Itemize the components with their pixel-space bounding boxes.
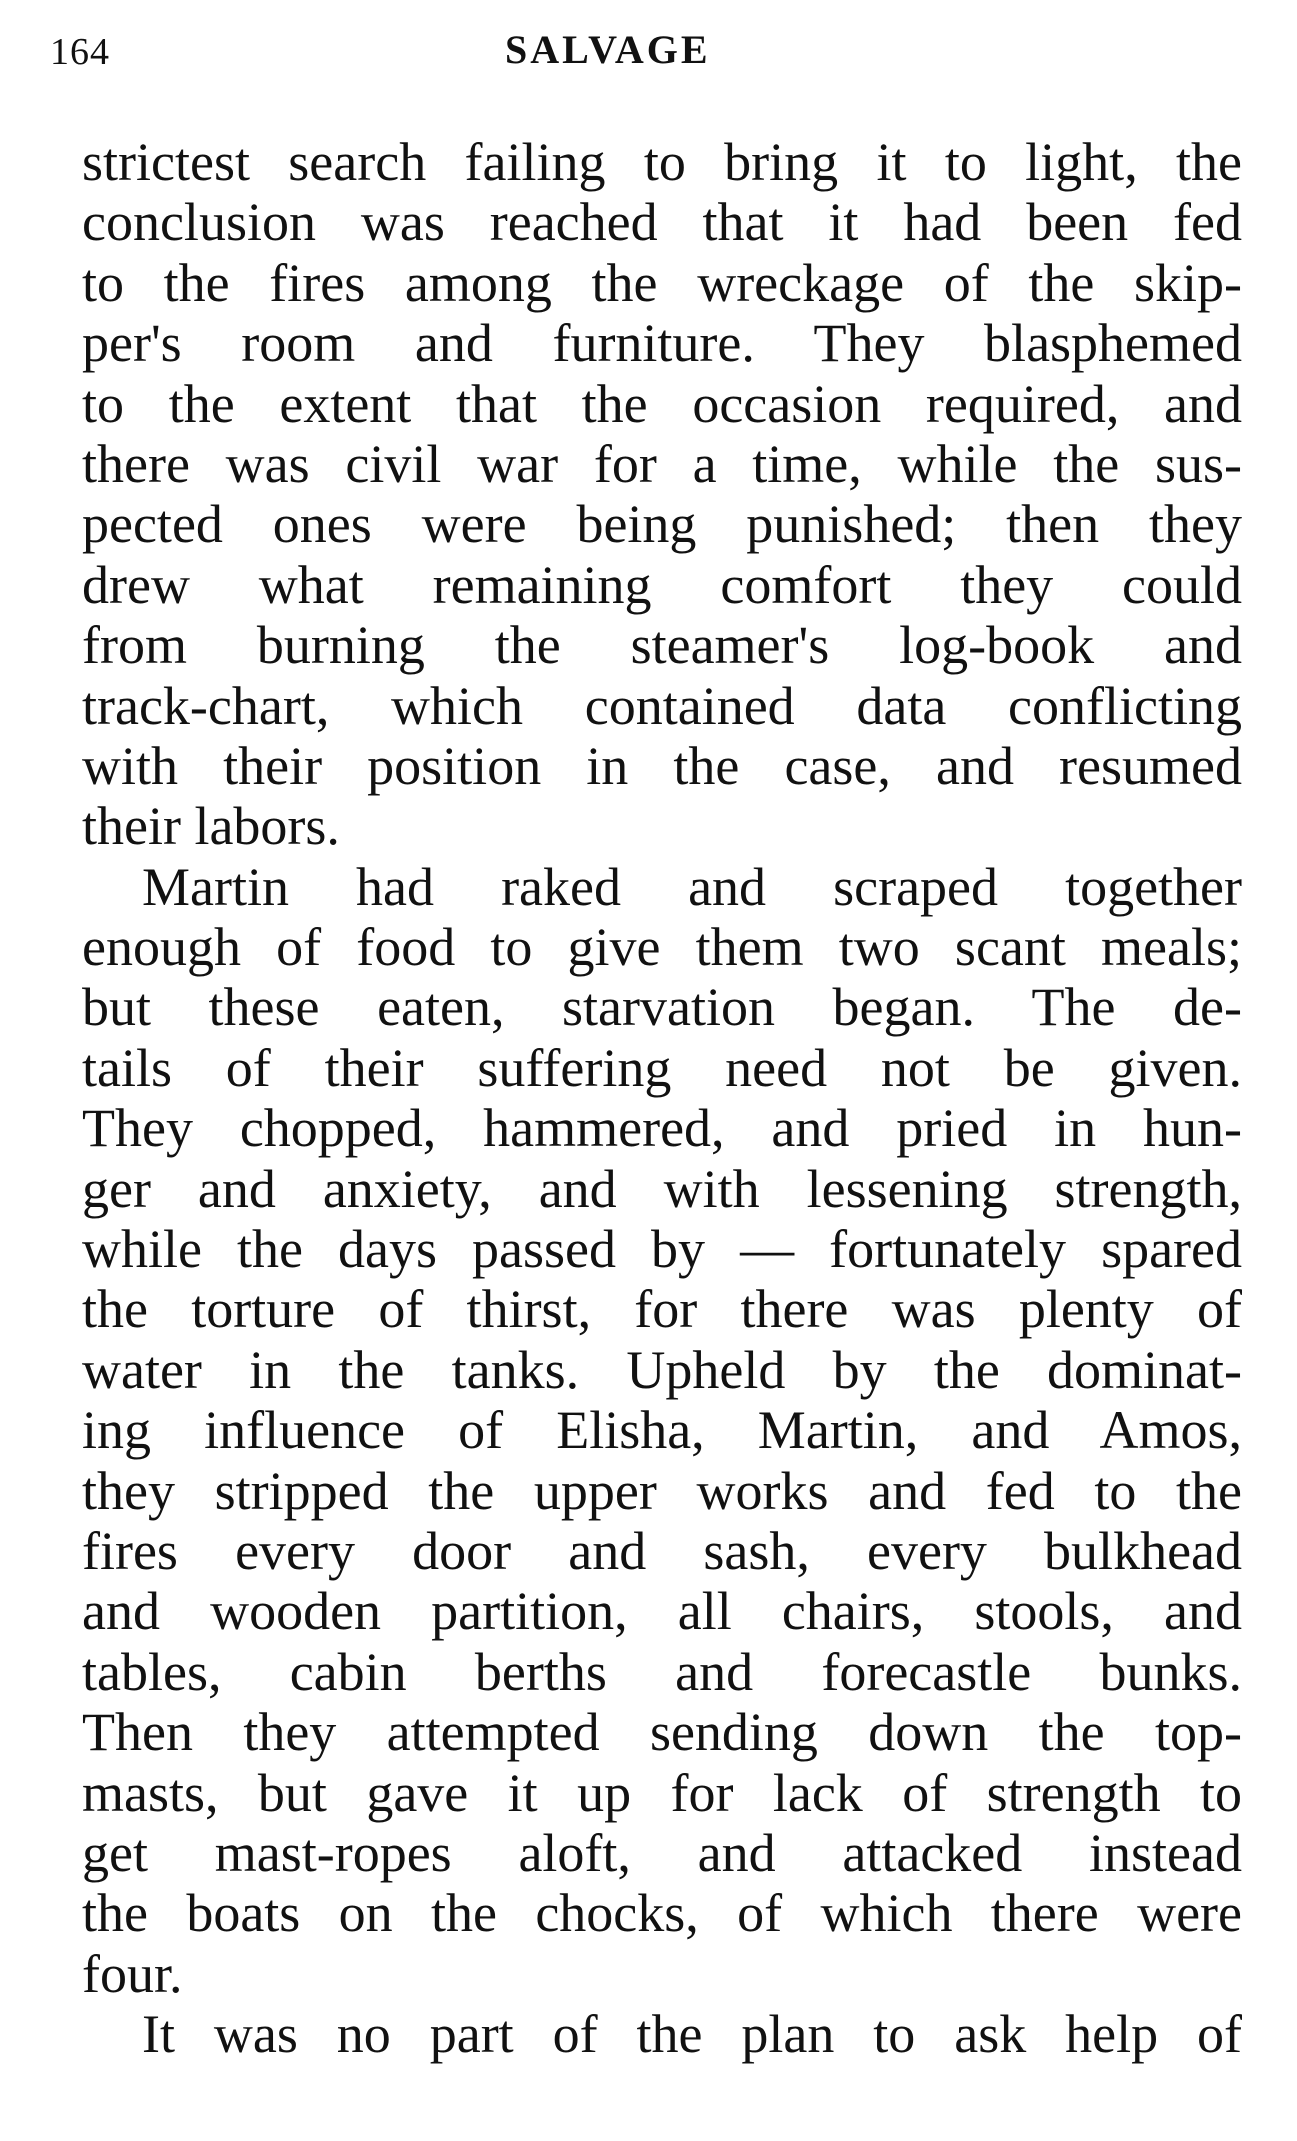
text-line: water in the tanks. Upheld by the dominat-: [82, 1339, 1242, 1400]
text-line: four.: [82, 1943, 183, 2004]
text-line: track-chart, which contained data conflicting: [82, 675, 1242, 736]
text-line: They chopped, hammered, and pried in hun-: [82, 1098, 1242, 1159]
text-line: pected ones were being punished; then they: [82, 494, 1242, 555]
text-line: and wooden partition, all chairs, stools, and: [82, 1581, 1242, 1642]
text-line: with their position in the case, and resumed: [82, 735, 1242, 796]
text-line: Then they attempted sending down the top-: [82, 1702, 1242, 1763]
text-line: per's room and furniture. They blasphemed: [82, 313, 1242, 374]
text-line: but these eaten, starvation began. The de-: [82, 977, 1242, 1038]
body-text: [82, 132, 1242, 2065]
text-line: strictest search failing to bring it to light, the: [82, 132, 1242, 192]
text-line: tables, cabin berths and forecastle bunks.: [82, 1641, 1242, 1702]
text-line: ger and anxiety, and with lessening strength,: [82, 1158, 1242, 1219]
text-line: the torture of thirst, for there was plenty of: [82, 1279, 1242, 1340]
text-line: ing influence of Elisha, Martin, and Amos,: [82, 1400, 1242, 1461]
text-line: It was no part of the plan to ask help of: [142, 2004, 1242, 2065]
text-line: to the fires among the wreckage of the skip-: [82, 252, 1242, 313]
text-line: fires every door and sash, every bulkhead: [82, 1520, 1242, 1581]
page-header: [50, 22, 1260, 82]
text-line: the boats on the chocks, of which there were: [82, 1883, 1242, 1944]
text-line: there was civil war for a time, while the sus-: [82, 433, 1242, 494]
page-number: 164: [50, 31, 110, 73]
text-line: while the days passed by — fortunately spared: [82, 1219, 1242, 1280]
text-line: their labors.: [82, 796, 340, 857]
running-title: SALVAGE: [505, 27, 711, 72]
text-line: masts, but gave it up for lack of strength to: [82, 1762, 1242, 1823]
text-line: conclusion was reached that it had been fed: [82, 192, 1242, 253]
text-line: tails of their suffering need not be given.: [82, 1037, 1242, 1098]
text-line: enough of food to give them two scant meals;: [82, 917, 1242, 978]
text-line: from burning the steamer's log-book and: [82, 615, 1242, 676]
text-line: they stripped the upper works and fed to the: [82, 1460, 1242, 1521]
text-line: Martin had raked and scraped together: [142, 856, 1242, 917]
text-line: drew what remaining comfort they could: [82, 554, 1242, 615]
text-line: get mast-ropes aloft, and attacked instead: [82, 1822, 1242, 1883]
text-line: to the extent that the occasion required, and: [82, 373, 1242, 434]
